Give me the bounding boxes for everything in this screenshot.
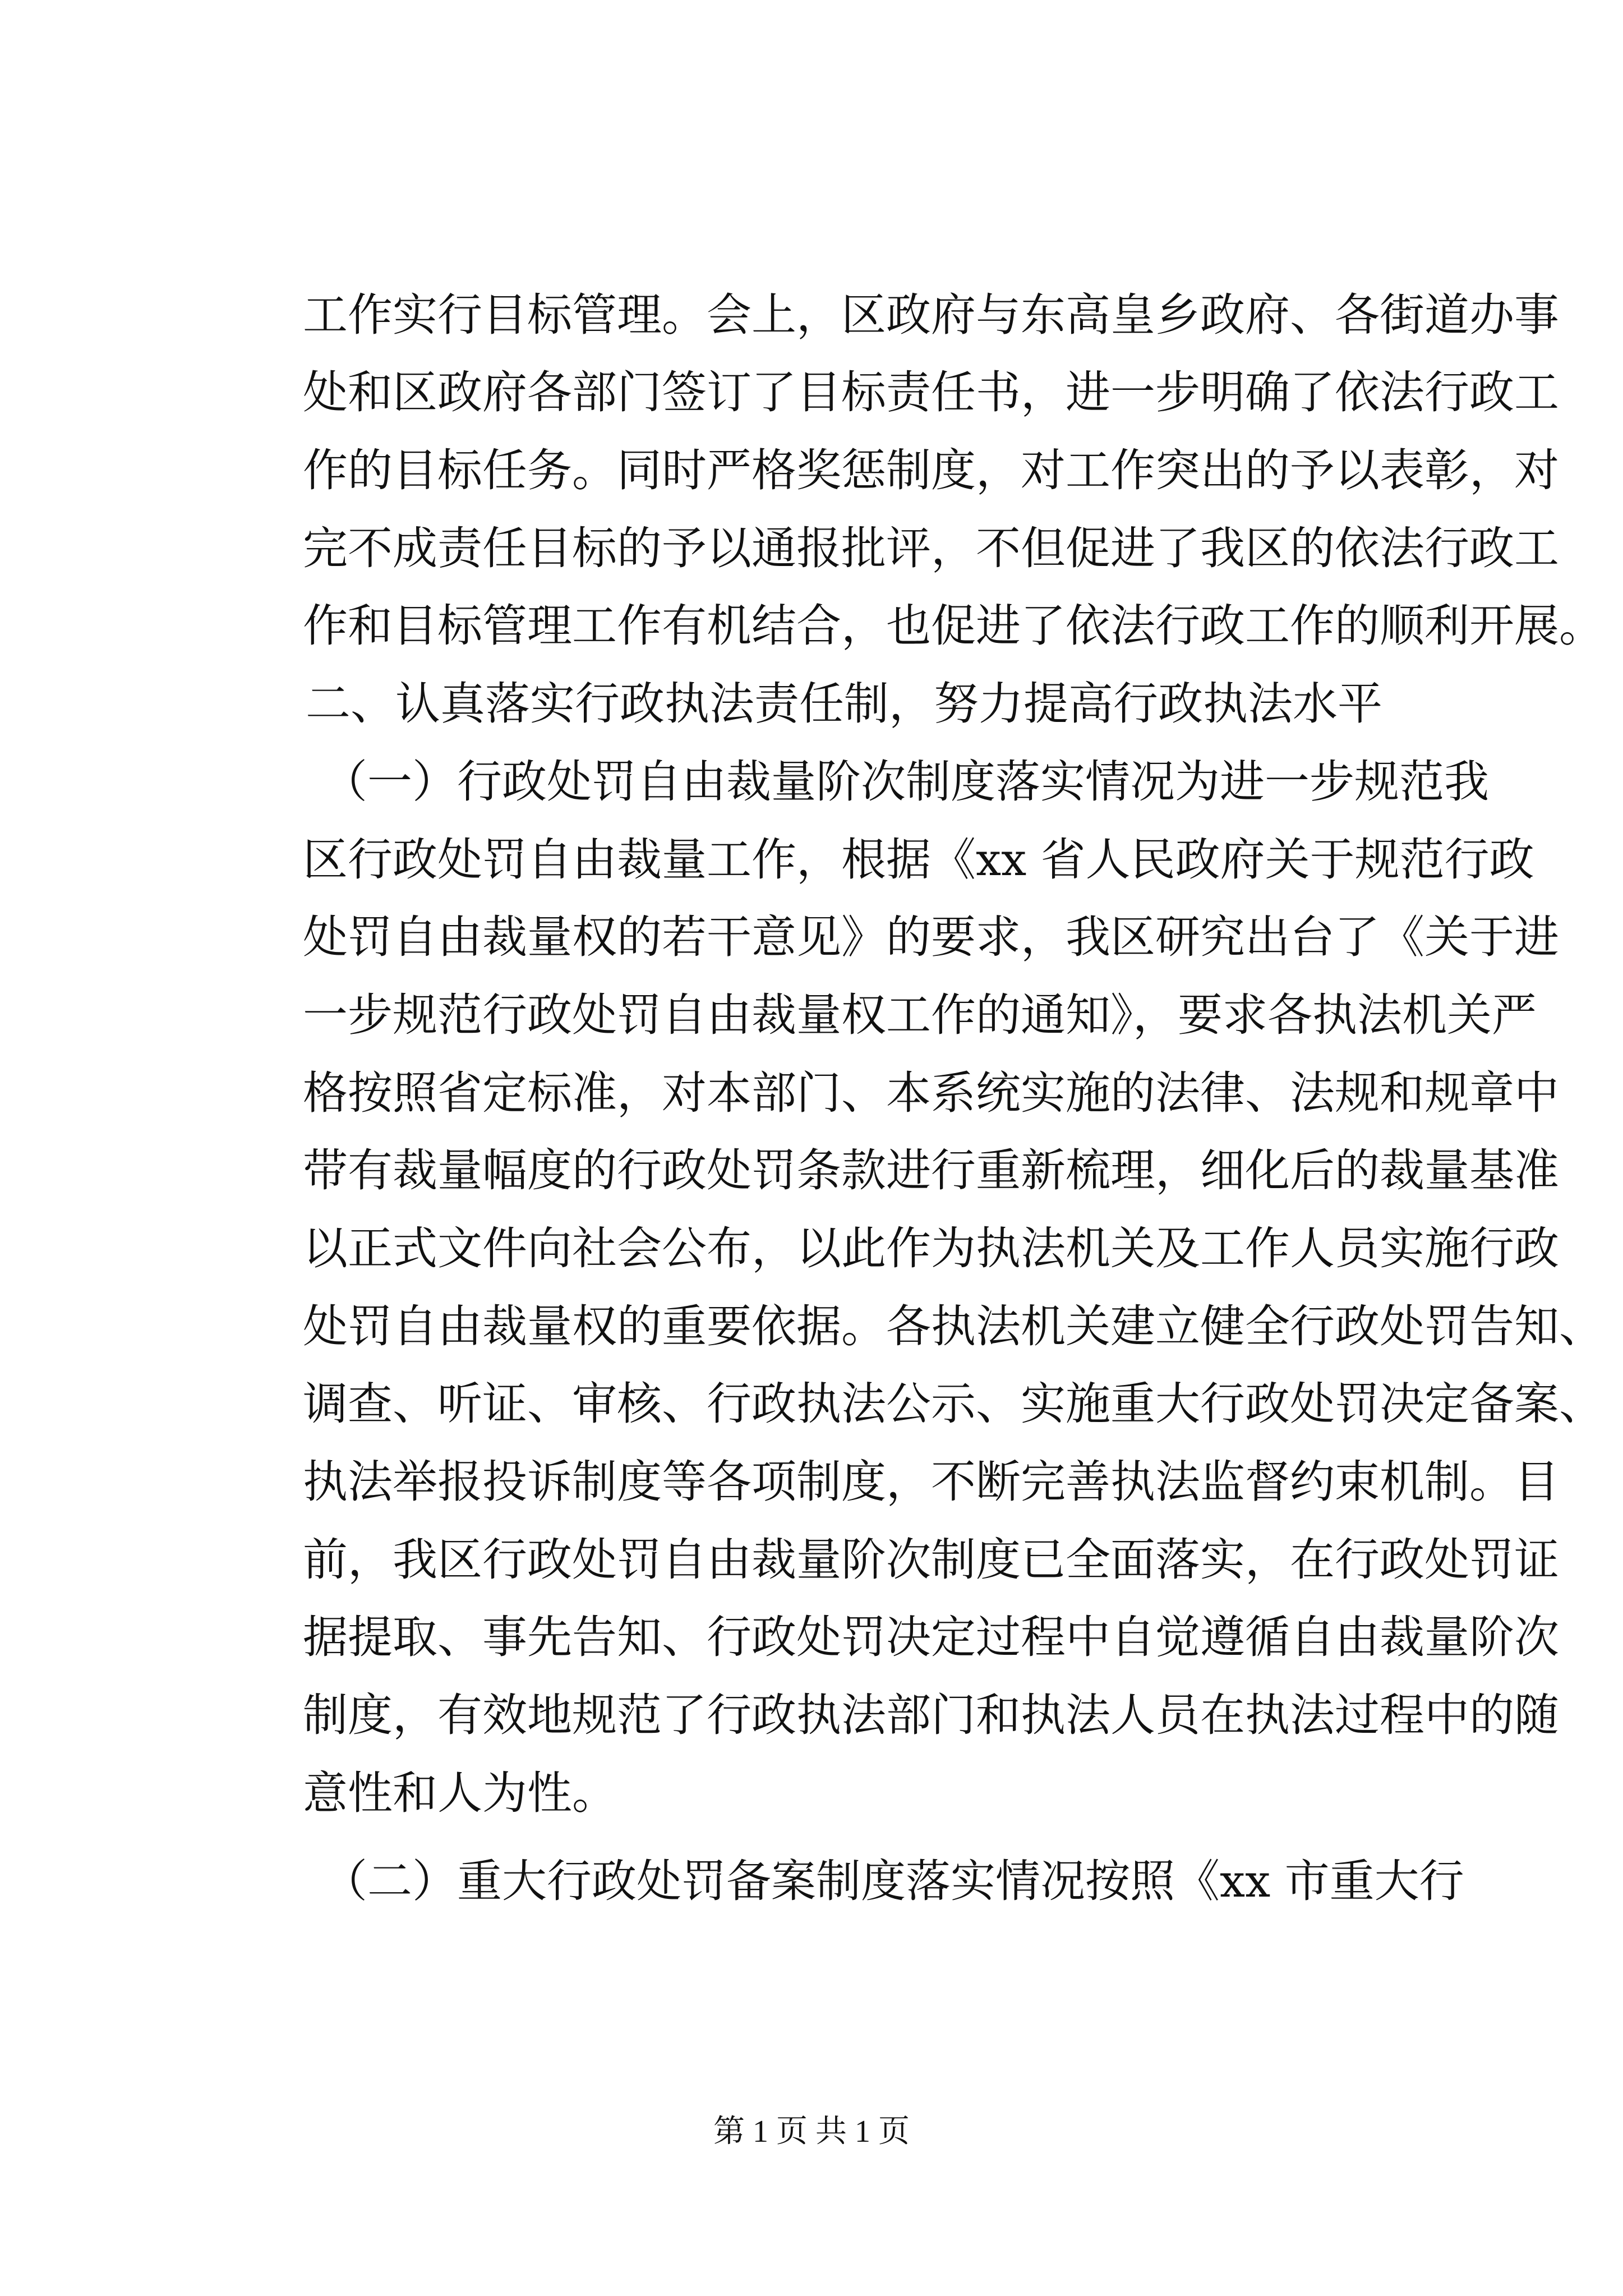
page-footer: 第 1 页 共 1 页	[713, 2114, 910, 2149]
subsection-heading: （一）行政处罚自由裁量阶次制度落实情况为进一步规范我	[322, 756, 1489, 808]
body-text-line: 执法举报投诉制度等各项制度，不断完善执法监督约束机制。目	[303, 1456, 1559, 1508]
body-text-line: 完不成责任目标的予以通报批评，不但促进了我区的依法行政工	[303, 522, 1559, 574]
body-text-line: 处罚自由裁量权的重要依据。各执法机关建立健全行政处罚告知、	[303, 1300, 1604, 1352]
body-text-line: 一步规范行政处罚自由裁量权工作的通知》，要求各执法机关严	[303, 989, 1537, 1041]
body-text-line: 调查、听证、审核、行政执法公示、实施重大行政处罚决定备案、	[303, 1378, 1604, 1430]
body-text-line: 格按照省定标准，对本部门、本系统实施的法律、法规和规章中	[303, 1067, 1559, 1119]
body-text-line: 以正式文件向社会公布，以此作为执法机关及工作人员实施行政	[303, 1222, 1559, 1274]
body-text-line: 作的目标任务。同时严格奖惩制度，对工作突出的予以表彰，对	[303, 444, 1559, 496]
body-text-line: 前，我区行政处罚自由裁量阶次制度已全面落实，在行政处罚证	[303, 1534, 1559, 1586]
body-text-line: 作和目标管理工作有机结合，也促进了依法行政工作的顺利开展。	[303, 600, 1604, 652]
body-text-line: 工作实行目标管理。会上，区政府与东高皇乡政府、各街道办事	[303, 289, 1559, 341]
subsection-heading: （二）重大行政处罚备案制度落实情况按照《xx 市重大行	[322, 1855, 1464, 1907]
body-text-line: 处罚自由裁量权的若干意见》的要求，我区研究出台了《关于进	[303, 911, 1559, 963]
body-text-line: 带有裁量幅度的行政处罚条款进行重新梳理，细化后的裁量基准	[303, 1144, 1559, 1197]
body-text-line: 制度，有效地规范了行政执法部门和执法人员在执法过程中的随	[303, 1689, 1559, 1741]
body-text-line: 意性和人为性。	[303, 1767, 617, 1819]
body-text-line: 据提取、事先告知、行政处罚决定过程中自觉遵循自由裁量阶次	[303, 1611, 1559, 1663]
body-text-line: 处和区政府各部门签订了目标责任书，进一步明确了依法行政工	[303, 366, 1559, 418]
body-text-line: 区行政处罚自由裁量工作，根据《xx 省人民政府关于规范行政	[303, 834, 1534, 886]
section-heading: 二、认真落实行政执法责任制，努力提高行政执法水平	[306, 678, 1382, 730]
